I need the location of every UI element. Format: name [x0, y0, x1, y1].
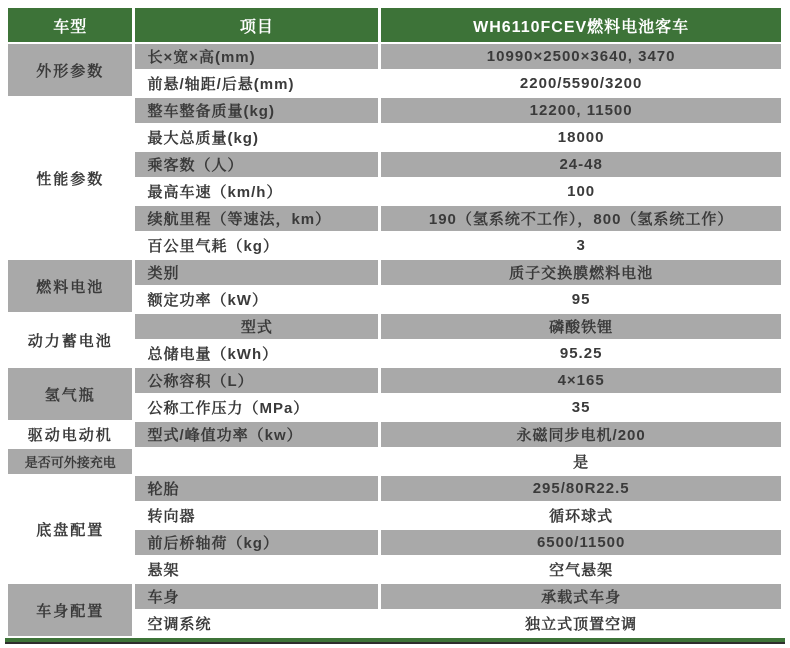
category-cell-fuel-cell: 燃料电池	[8, 260, 132, 312]
table-row	[8, 368, 781, 393]
value-cell: 是	[381, 449, 781, 474]
table-header-row	[8, 8, 781, 42]
value-cell: 承载式车身	[381, 584, 781, 609]
item-cell: 前后桥轴荷（kg）	[135, 530, 378, 555]
category-cell-hydrogen-cylinder: 氢气瓶	[8, 368, 132, 420]
item-cell: 轮胎	[135, 476, 378, 501]
item-cell: 续航里程（等速法，km）	[135, 206, 378, 231]
item-cell: 公称工作压力（MPa）	[135, 395, 378, 420]
header-cell-vehicle-type: 车型	[8, 8, 132, 42]
value-cell: 3	[381, 233, 781, 258]
table-row	[8, 449, 781, 474]
value-cell: 295/80R22.5	[381, 476, 781, 501]
value-cell: 35	[381, 395, 781, 420]
item-cell: 整车整备质量(kg)	[135, 98, 378, 123]
item-cell: 总储电量（kWh）	[135, 341, 378, 366]
table-row	[8, 422, 781, 447]
table-row	[8, 98, 781, 123]
value-cell: 95	[381, 287, 781, 312]
value-cell: 12200, 11500	[381, 98, 781, 123]
category-cell-chassis-config: 底盘配置	[8, 476, 132, 582]
value-cell: 24-48	[381, 152, 781, 177]
item-cell: 型式/峰值功率（kw）	[135, 422, 378, 447]
item-cell: 百公里气耗（kg）	[135, 233, 378, 258]
table-row	[8, 260, 781, 285]
item-cell: 公称容积（L）	[135, 368, 378, 393]
value-cell: 18000	[381, 125, 781, 150]
table-bottom-border	[5, 638, 785, 644]
item-cell: 型式	[135, 314, 378, 339]
item-cell: 空调系统	[135, 611, 378, 636]
item-cell	[135, 449, 378, 474]
item-cell: 类别	[135, 260, 378, 285]
value-cell: 磷酸铁锂	[381, 314, 781, 339]
category-cell-exterior-params: 外形参数	[8, 44, 132, 96]
value-cell: 循环球式	[381, 503, 781, 528]
category-cell-drive-motor: 驱动电动机	[8, 422, 132, 447]
item-cell: 前悬/轴距/后悬(mm)	[135, 71, 378, 96]
item-cell: 悬架	[135, 557, 378, 582]
table-row	[8, 476, 781, 501]
value-cell: 质子交换膜燃料电池	[381, 260, 781, 285]
table-row	[8, 44, 781, 69]
value-cell: 95.25	[381, 341, 781, 366]
value-cell: 2200/5590/3200	[381, 71, 781, 96]
value-cell: 独立式顶置空调	[381, 611, 781, 636]
item-cell: 额定功率（kW）	[135, 287, 378, 312]
table-row	[8, 584, 781, 609]
category-cell-external-charging: 是否可外接充电	[8, 449, 132, 474]
value-cell: 4×165	[381, 368, 781, 393]
value-cell: 100	[381, 179, 781, 204]
category-cell-performance-params: 性能参数	[8, 98, 132, 258]
header-cell-model: WH6110FCEV燃料电池客车	[381, 8, 781, 42]
category-cell-traction-battery: 动力蓄电池	[8, 314, 132, 366]
value-cell: 空气悬架	[381, 557, 781, 582]
item-cell: 最高车速（km/h）	[135, 179, 378, 204]
value-cell: 10990×2500×3640, 3470	[381, 44, 781, 69]
value-cell: 190（氢系统不工作），800（氢系统工作）	[381, 206, 781, 231]
table-row	[8, 314, 781, 339]
item-cell: 转向器	[135, 503, 378, 528]
item-cell: 乘客数（人）	[135, 152, 378, 177]
item-cell: 车身	[135, 584, 378, 609]
value-cell: 6500/11500	[381, 530, 781, 555]
value-cell: 永磁同步电机/200	[381, 422, 781, 447]
item-cell: 最大总质量(kg)	[135, 125, 378, 150]
category-cell-body-config: 车身配置	[8, 584, 132, 636]
header-cell-item: 项目	[135, 8, 378, 42]
item-cell: 长×宽×高(mm)	[135, 44, 378, 69]
vehicle-spec-table	[5, 6, 784, 638]
